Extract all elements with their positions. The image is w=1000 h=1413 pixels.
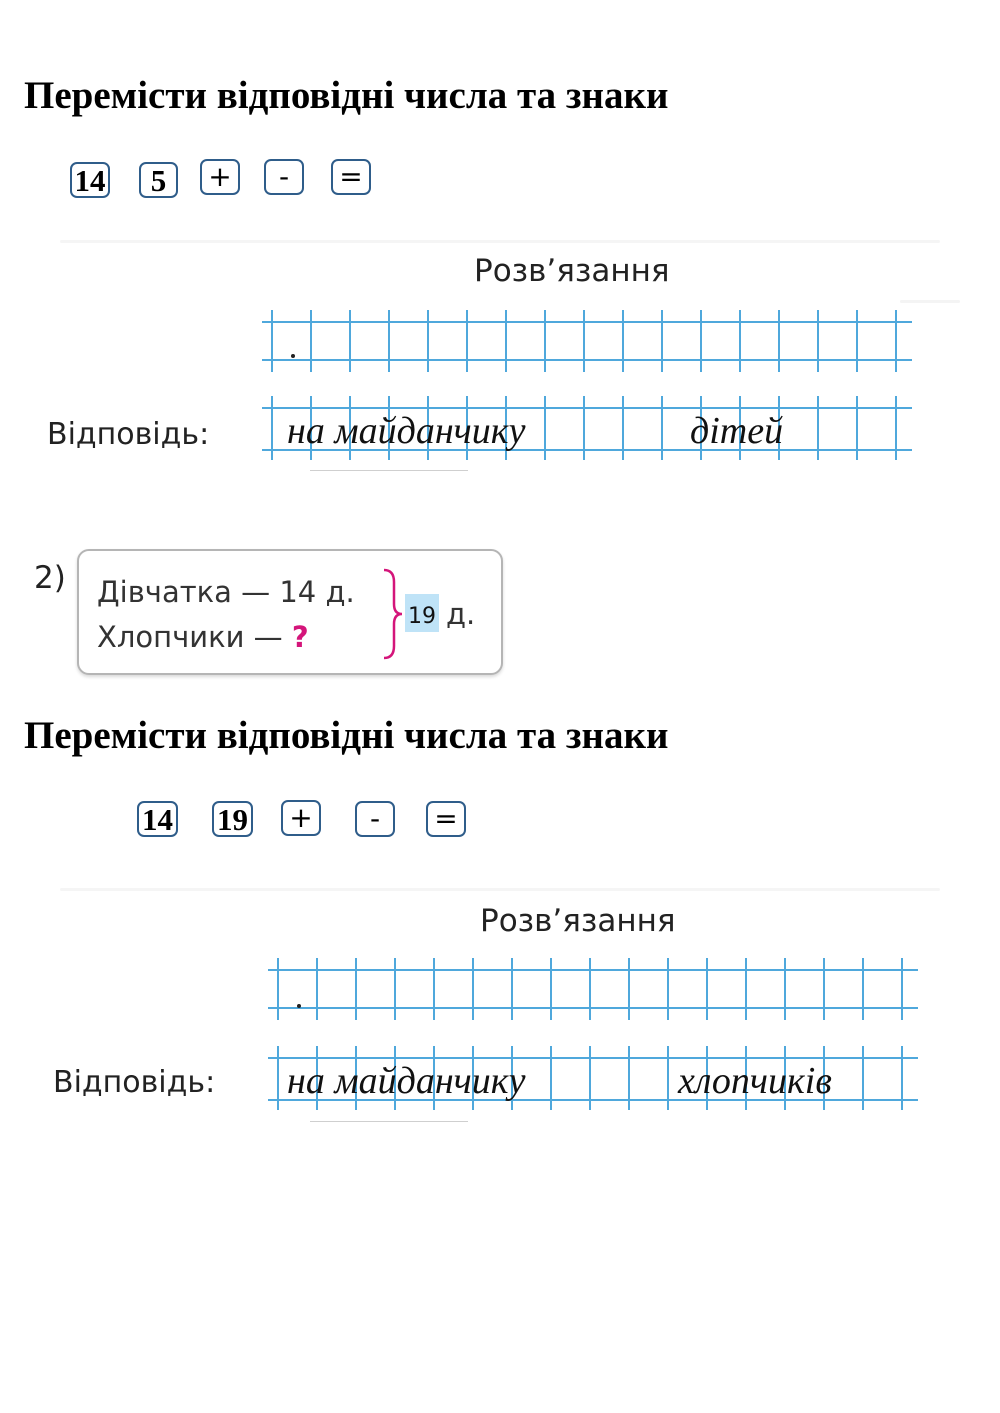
- answer-text-end: хлопчиків: [678, 1060, 832, 1102]
- answer-text-end: дітей: [690, 410, 784, 452]
- tile-minus[interactable]: -: [355, 801, 395, 837]
- tile-number-14[interactable]: 14: [137, 801, 178, 837]
- condition-boys-label: Хлопчики —: [97, 620, 292, 654]
- question-mark: ?: [291, 620, 309, 654]
- solution-label: Розв’язання: [474, 253, 670, 289]
- answer-input-line[interactable]: [310, 470, 468, 471]
- task2-number: 2): [34, 560, 66, 596]
- condition-box: [77, 549, 503, 675]
- task1-heading: Перемісти відповідні числа та знаки: [24, 74, 669, 117]
- grid-dot-marker: [297, 1004, 301, 1008]
- answer-label: Відповідь:: [47, 417, 210, 452]
- task2-heading: Перемісти відповідні числа та знаки: [24, 714, 669, 757]
- faded-scan-line: [900, 300, 960, 303]
- tile-minus[interactable]: -: [264, 159, 304, 195]
- total-unit: д.: [446, 597, 476, 631]
- tile-plus[interactable]: +: [281, 800, 321, 836]
- faded-scan-line: [60, 888, 940, 891]
- grid-dot-marker: [291, 354, 295, 358]
- condition-girls: Дівчатка — 14 д.: [97, 575, 355, 609]
- answer-label: Відповідь:: [53, 1065, 216, 1100]
- tile-number-14[interactable]: 14: [70, 162, 110, 198]
- tile-equals[interactable]: =: [426, 801, 466, 837]
- curly-brace: [380, 568, 404, 660]
- answer-text-start: на майданчику: [287, 1060, 526, 1102]
- total-value: 19: [408, 604, 436, 629]
- tile-plus[interactable]: +: [200, 159, 240, 195]
- faded-scan-line: [60, 240, 940, 243]
- tile-number-5[interactable]: 5: [139, 162, 178, 198]
- answer-text-start: на майданчику: [287, 410, 526, 452]
- tile-equals[interactable]: =: [331, 159, 371, 195]
- tile-number-19[interactable]: 19: [212, 801, 253, 837]
- solution-grid[interactable]: [262, 310, 914, 372]
- answer-input-line[interactable]: [310, 1121, 468, 1122]
- solution-grid[interactable]: [268, 958, 920, 1020]
- condition-boys: [97, 620, 309, 654]
- solution-label: Розв’язання: [480, 903, 676, 939]
